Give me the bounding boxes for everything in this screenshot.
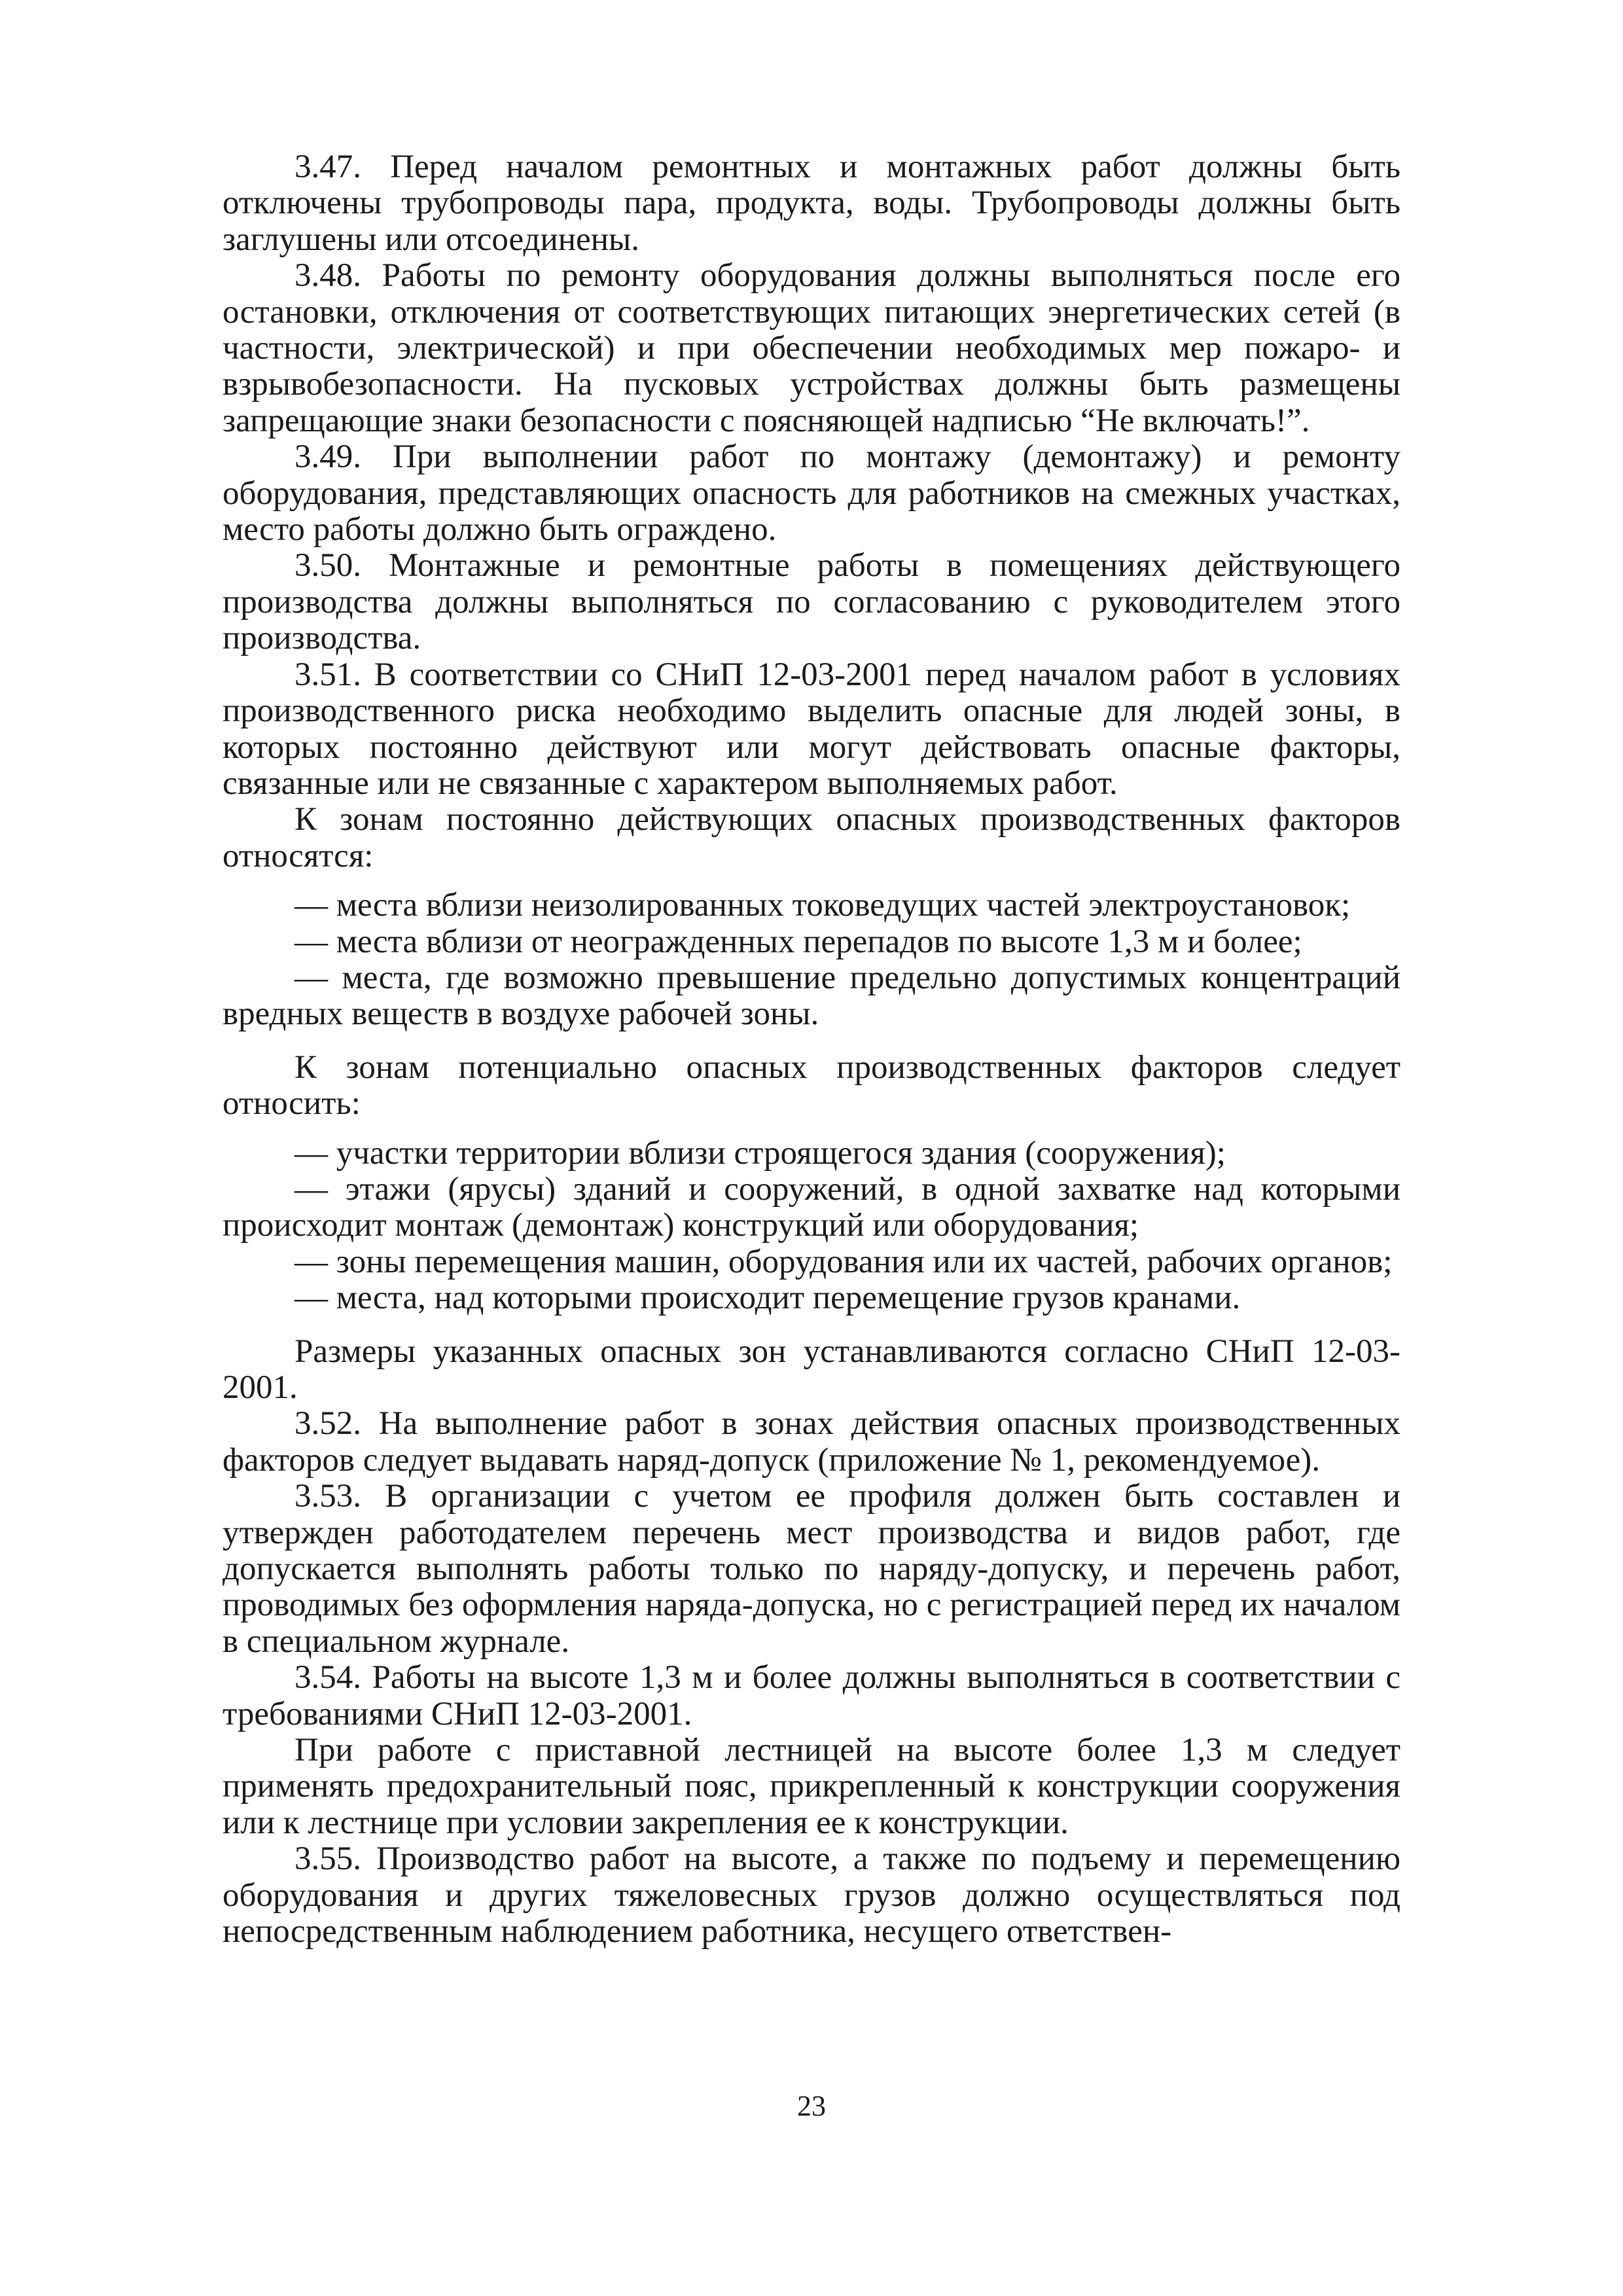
paragraph-3-49: 3.49. При выполнении работ по монтажу (демонтажу) и ремонту оборудования, представляющих опасность для работников на смежных участках, место работы должно быть ограждено. (223, 439, 1400, 548)
paragraph-potential-zones-intro: К зонам потенциально опасных производственных факторов следует относить: (223, 1049, 1400, 1122)
list-item: — места, над которыми происходит перемещение грузов кранами. (294, 1280, 1241, 1317)
paragraph-ladder-work: При работе с приставной лестницей на высоте более 1,3 м следует применять предохранительный пояс, прикрепленный к конструкции сооружения или к лестнице при условии закрепления ее к конструкции. (223, 1732, 1400, 1841)
paragraph-zone-sizes: Размеры указанных опасных зон устанавливаются согласно СНиП 12-03-2001. (223, 1333, 1400, 1406)
paragraph-3-52: 3.52. На выполнение работ в зонах действия опасных производственных факторов следует выдавать наряд-допуск (приложение № 1, рекомендуемое). (223, 1405, 1400, 1479)
paragraph-3-48: 3.48. Работы по ремонту оборудования должны выполняться после его остановки, отключения от соответствующих питающих энергетических сетей (в частности, электрической) и при обеспечении необходимых мер пожаро- и взрывобезопасности. На пусковых устройствах должны быть размещены запрещающие знаки безопасности с поясняющей надписью “Не включать!”. (223, 257, 1400, 439)
list-item: — этажи (ярусы) зданий и сооружений, в одной захватке над которыми происходит монтаж (демонтаж) конструкций или оборудования; (223, 1170, 1400, 1244)
paragraph-3-50: 3.50. Монтажные и ремонтные работы в помещениях действующего производства должны выполняться по согласованию с руководителем этого производства. (223, 547, 1400, 657)
paragraph-3-51: 3.51. В соответствии со СНиП 12-03-2001 перед началом работ в условиях производственного риска необходимо выделить опасные для людей зоны, в которых постоянно действуют или могут действовать опасные факторы, связанные или не связанные с характером выполняемых работ. (223, 656, 1400, 802)
paragraph-3-53: 3.53. В организации с учетом ее профиля должен быть составлен и утвержден работодателем перечень мест производства и видов работ, где допускается выполнять работы только по наряду-допуску, и перечень работ, проводимых без оформления наряда-допуска, но с регистрацией перед их началом в специальном журнале. (223, 1478, 1400, 1660)
list-item: — места вблизи неизолированных токоведущих частей электроустановок; (294, 887, 1351, 924)
paragraph-permanent-zones-intro: К зонам постоянно действующих опасных производственных факторов относятся: (223, 801, 1400, 874)
paragraph-3-55: 3.55. Производство работ на высоте, а также по подъему и перемещению оборудования и других тяжеловесных грузов должно осуществляться под непосредственным наблюдением работника, несущего ответствен- (223, 1840, 1400, 1950)
body-text (223, 149, 1400, 1950)
page-number: 23 (797, 2090, 826, 2122)
paragraph-3-54: 3.54. Работы на высоте 1,3 м и более должны выполняться в соответствии с требованиями СНиП 12-03-2001. (223, 1659, 1400, 1732)
list-item: — участки территории вблизи строящегося здания (сооружения); (294, 1134, 1226, 1172)
list-item: — зоны перемещения машин, оборудования или их частей, рабочих органов; (294, 1243, 1393, 1280)
list-item: — места вблизи от неогражденных перепадов по высоте 1,3 м и более; (294, 923, 1302, 960)
list-item: — места, где возможно превышение предельно допустимых концентраций вредных веществ в воздухе рабочей зоны. (223, 959, 1400, 1033)
paragraph-3-47: 3.47. Перед началом ремонтных и монтажных работ должны быть отключены трубопроводы пара, продукта, воды. Трубопроводы должны быть заглушены или отсоединены. (223, 149, 1400, 258)
